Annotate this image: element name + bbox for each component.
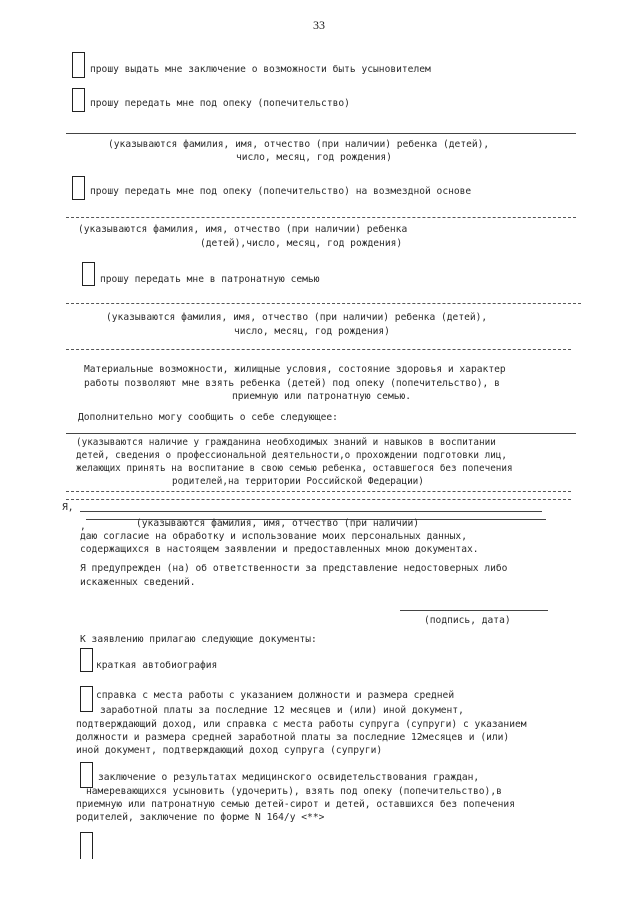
additional-hint: родителей,на территории Российской Федерации) [172,476,424,487]
child-info-hint: (указываются фамилия, имя, отчество (при наличии) ребенка (детей), [108,139,490,150]
doc-medical-text: родителей, заключение по форме N 164/у <**> [76,812,325,823]
checkbox-autobiography[interactable] [80,648,93,672]
applicant-name-line[interactable] [80,511,542,512]
signature-line[interactable] [400,610,548,611]
child-info-hint: (указываются фамилия, имя, отчество (при наличии) ребенка (детей), [106,312,488,323]
ya-label: Я, [62,502,74,513]
doc-income-text: справка с места работы с указанием должности и размера средней [96,690,455,701]
checkbox-foster-family[interactable] [82,262,95,286]
option-guardianship-label: прошу передать мне под опеку (попечительство) [90,98,350,109]
option-paid-guardianship-label: прошу передать мне под опеку (попечительство) на возмездной основе [90,186,472,197]
material-text: работы позволяют мне взять ребенка (детей) под опеку (попечительство), в [84,378,500,389]
doc-income-text: подтверждающий доход, или справка с места работы супруга (супруги) с указанием [76,719,527,730]
child-info-line[interactable] [66,133,576,134]
additional-hint: желающих принять на воспитание в свою семью ребенка, оставшегося без попечения [76,463,513,474]
consent-hint: (указываются фамилия, имя, отчество (при наличии) [136,518,420,529]
checkbox-adopter-conclusion[interactable] [72,52,85,78]
warning-text: искаженных сведений. [80,577,196,588]
child-info-line[interactable] [66,303,581,304]
checkbox-paid-guardianship[interactable] [72,176,85,200]
checkbox-guardianship[interactable] [72,88,85,112]
doc-income-text: иной документ, подтверждающий доход супруга (супруги) [76,745,383,756]
signature-label: (подпись, дата) [424,615,511,626]
doc-autobiography-label: краткая автобиография [96,660,218,671]
additional-hint: (указываются наличие у гражданина необходимых знаний и навыков в воспитании [76,437,496,448]
child-info-hint: (детей),число, месяц, год рождения) [200,238,403,249]
child-info-line[interactable] [66,349,571,350]
separator-tick: , [80,521,86,532]
option-foster-family-label: прошу передать мне в патронатную семью [100,274,320,285]
page-number: 33 [313,18,325,32]
material-text: Материальные возможности, жилищные условия, состояние здоровья и характер [84,364,506,375]
consent-text: даю согласие на обработку и использование моих персональных данных, [80,531,467,542]
doc-income-text: должности и размера средней заработной платы за последние 12месяцев и (или) [76,732,510,743]
option-adopter-conclusion-label: прошу выдать мне заключение о возможности быть усыновителем [90,64,431,75]
docs-label: К заявлению прилагаю следующие документы: [80,634,317,645]
additional-info-line[interactable] [66,433,576,434]
additional-info-line[interactable] [66,491,571,492]
doc-income-text: заработной платы за последние 12 месяцев и (или) иной документ, [100,705,464,716]
checkbox-next-document[interactable] [80,832,93,859]
child-info-hint: число, месяц, год рождения) [234,326,390,337]
child-info-hint: (указываются фамилия, имя, отчество (при наличии) ребенка [78,224,408,235]
checkbox-income-certificate[interactable] [80,686,93,712]
material-text: приемную или патронатную семью. [232,391,412,402]
additional-info-line[interactable] [66,499,571,500]
doc-medical-text: приемную или патронатную семью детей-сирот и детей, оставшихся без попечения [76,799,515,810]
additional-label: Дополнительно могу сообщить о себе следующее: [78,412,338,423]
warning-text: Я предупрежден (на) об ответственности за представление недостоверных либо [80,563,508,574]
consent-text: содержащихся в настоящем заявлении и предоставленных мною документах. [80,544,479,555]
checkbox-medical-conclusion[interactable] [80,762,93,788]
child-info-line[interactable] [66,217,576,218]
additional-hint: детей, сведения о профессиональной деятельности,о прохождении подготовки лиц, [76,450,507,461]
child-info-hint: число, месяц, год рождения) [236,152,392,163]
doc-medical-text: заключение о результатах медицинского освидетельствования граждан, [98,772,480,783]
doc-medical-text: намеревающихся усыновить (удочерить), взять под опеку (попечительство),в [86,786,502,797]
